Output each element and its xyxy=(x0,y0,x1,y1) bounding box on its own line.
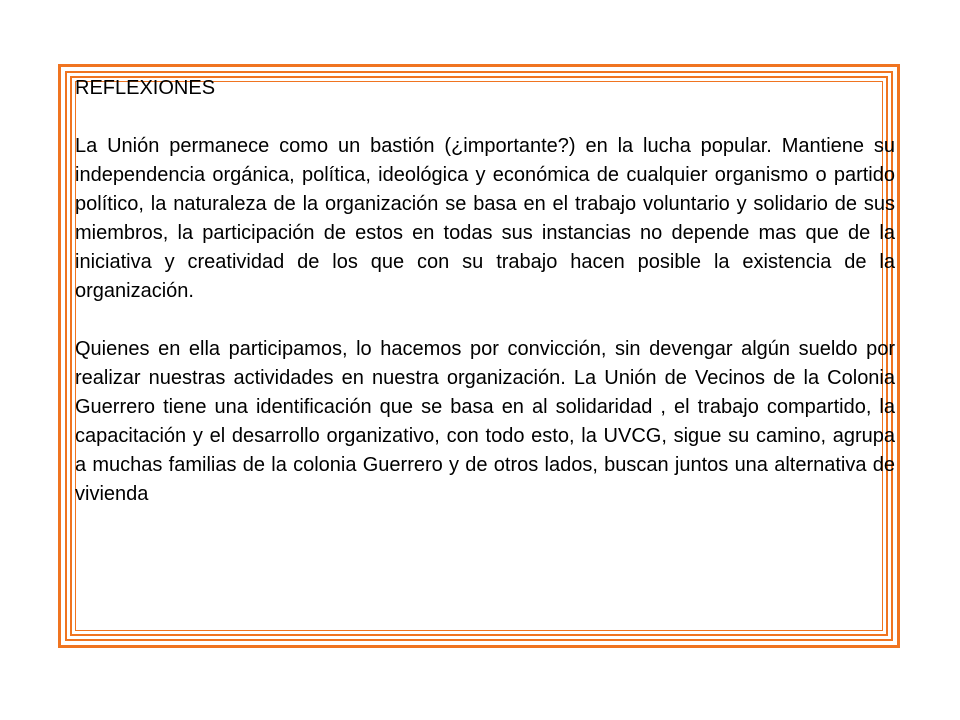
slide-title: REFLEXIONES xyxy=(75,77,216,99)
paragraph-1: La Unión permanece como un bastión (¿importante?) en la lucha popular. Mantiene su independencia orgánica, política, ideológica y económica de cualquier organismo o partido político, la naturaleza de la organización se basa en el trabajo voluntario y solidario de sus miembros, la participación de estos en todas sus instancias no depende mas que de la iniciativa y creatividad de los que con su trabajo hacen posible la existencia de la organización. xyxy=(75,135,895,302)
text-content xyxy=(75,74,895,509)
paragraph-2: Quienes en ella participamos, lo hacemos por convicción, sin devengar algún sueldo por realizar nuestras actividades en nuestra organización. La Unión de Vecinos de la Colonia Guerrero tiene una identificación que se basa en al solidaridad , el trabajo compartido, la capacitación y el desarrollo organizativo, con todo esto, la UVCG, sigue su camino, agrupa a muchas familias de la colonia Guerrero y de otros lados, buscan juntos una alternativa de vivienda xyxy=(75,338,895,505)
